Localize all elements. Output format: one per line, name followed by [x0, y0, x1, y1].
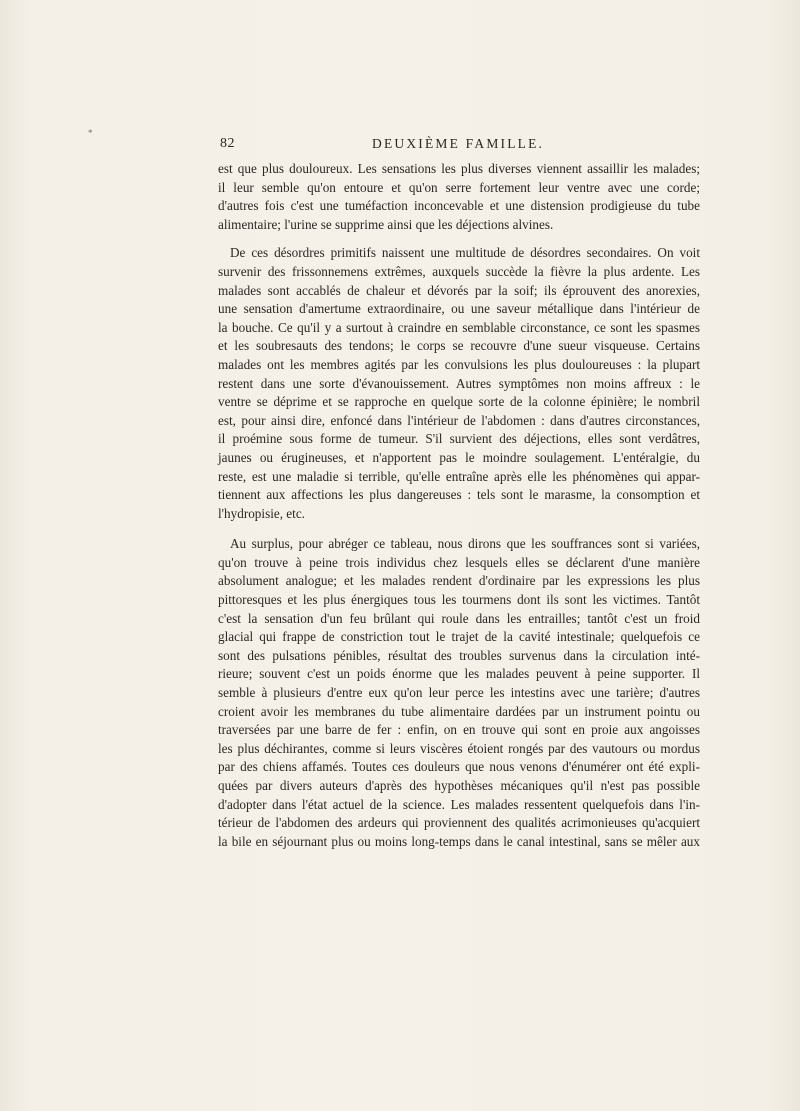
text-line: par des chiens affamés. Toutes ces douleurs que nous venons d'énumérer ont été expli-	[218, 759, 700, 775]
text-line: est, pour ainsi dire, enfoncé dans l'intérieur de l'abdomen : dans d'autres circonstances,	[218, 412, 700, 428]
text-line: une sensation d'amertume extraordinaire, ou une saveur métallique dans l'intérieur de	[218, 301, 700, 317]
text-line: est que plus douloureux. Les sensations les plus diverses viennent assaillir les malades;	[218, 161, 700, 176]
text-line: rieure; souvent c'est un poids énorme que les malades peuvent à peine supporter. Il	[218, 666, 700, 682]
text-line: De ces désordres primitifs naissent une multitude de désordres secondaires. On voit	[230, 245, 700, 261]
text-line: d'autres fois c'est une tuméfaction inconcevable et une distension prodigieuse du tube	[218, 198, 700, 214]
text-line: il proémine sous forme de tumeur. S'il survient des déjections, elles sont verdâtres,	[218, 431, 700, 447]
text-line: glacial qui frappe de constriction tout le trajet de la cavité intestinale; quelquefois ce	[218, 629, 700, 645]
text-line: tiennent aux affections les plus dangereuses : tels sont le marasme, la consomption et	[218, 487, 700, 503]
text-line: restent dans une sorte d'évanouissement. Autres symptômes non moins affreux : le	[218, 375, 700, 391]
paragraph-2	[218, 244, 700, 523]
text-line: les plus déchirantes, comme si leurs viscères étoient rongés par des vautours ou mordus	[218, 740, 700, 756]
text-line: l'hydropisie, etc.	[218, 505, 305, 521]
text-line: malades sont accablés de chaleur et dévorés par la soif; ils éprouvent des anorexies,	[218, 282, 700, 298]
text-line: ventre se déprime et se rapproche en quelque sorte de la colonne épinière; le nombril	[218, 394, 700, 410]
text-line: la bouche. Ce qu'il y a surtout à craindre en semblable circonstance, ce sont les spasmes	[218, 319, 700, 335]
margin-mark: *	[88, 128, 93, 138]
text-line: survenir des frissonnemens extrêmes, auxquels succède la fièvre la plus ardente. Les	[218, 263, 700, 279]
running-head: DEUXIÈME FAMILLE.	[372, 136, 545, 151]
text-line: c'est la sensation d'un feu brûlant qui roule dans les entrailles; tantôt c'est un froid	[218, 610, 700, 626]
text-line: alimentaire; l'urine se supprime ainsi que les déjections alvines.	[218, 216, 554, 232]
text-line: quées par divers auteurs d'après des hypothèses mécaniques qu'il n'est pas possible	[218, 778, 700, 793]
page-number: 82	[220, 136, 235, 151]
text-line: traversées par une barre de fer : enfin, on en trouve qui sont en proie aux angoisses	[218, 722, 700, 738]
text-line: absolument analogue; et les malades rendent d'ordinaire par les expressions les plus	[218, 573, 700, 589]
body-text	[218, 160, 700, 851]
text-line: sont des pulsations pénibles, résultat des troubles survenus dans la circulation inté-	[218, 647, 700, 663]
text-line: térieur de l'abdomen des ardeurs qui proviennent des qualités acrimonieuses qu'acquiert	[218, 815, 700, 831]
paragraph-1	[218, 160, 700, 234]
text-line: malades ont les membres agités par les convulsions les plus douloureuses : la plupart	[218, 356, 700, 372]
text-line: jaunes ou érugineuses, et n'apportent pas le moindre soulagement. L'entéralgie, du	[218, 449, 700, 465]
text-line: il leur semble qu'on entoure et qu'on serre fortement leur ventre avec une corde;	[218, 179, 700, 195]
text-line: et les soubresauts des tendons; le corps se recouvre d'une sueur visqueuse. Certains	[218, 338, 700, 354]
text-line: Au surplus, pour abréger ce tableau, nous dirons que les souffrances sont si variées,	[230, 536, 700, 552]
text-line: d'adopter dans l'état actuel de la science. Les malades ressentent quelquefois dans l'in-	[218, 796, 700, 812]
paragraph-3	[218, 535, 700, 851]
text-line: la bile en séjournant plus ou moins long-temps dans le canal intestinal, sans se mêler aux	[218, 833, 700, 849]
text-line: croient avoir les membranes du tube alimentaire dardées par un instrument pointu ou	[218, 703, 700, 719]
text-line: pittoresques et les plus énergiques tous les tourmens dont ils sont les victimes. Tantôt	[218, 592, 700, 608]
text-line: qu'on trouve à peine trois individus chez lesquels elles se déclarent d'une manière	[218, 554, 700, 570]
text-line: semble à plusieurs d'entre eux qu'on leur perce les intestins avec une tarière; d'autres	[218, 685, 700, 701]
text-line: reste, est une maladie si terrible, qu'elle entraîne après elle les phénomènes qui appar-	[218, 468, 700, 484]
